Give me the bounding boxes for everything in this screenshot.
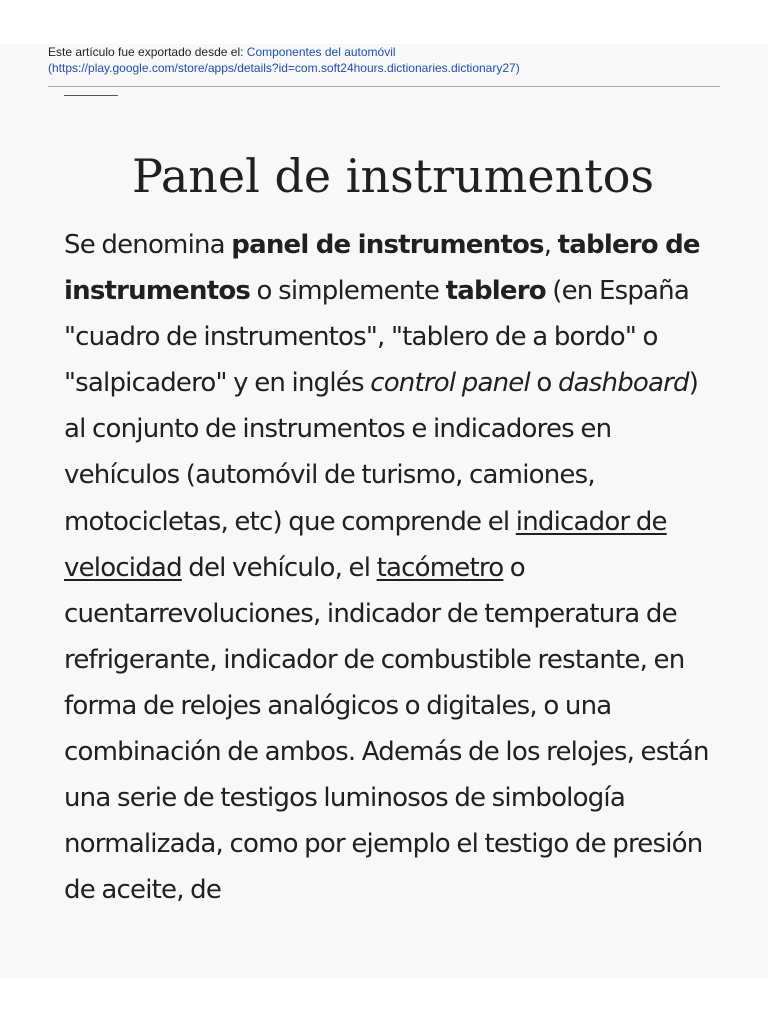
body-segment: Se denomina [64,230,232,260]
body-segment: o cuentarrevoluciones, indicador de temperatura de refrigerante, indicador de combustible restante, en forma de relojes analógicos o digitales, o una combinación de ambos. Además de los relojes, están una serie de testigos luminosos de simbología normalizada, como por ejemplo el testigo de presión de aceite, de [64,552,709,906]
body-bold-term: tablero de instrumentos [64,230,700,307]
export-header [48,44,720,76]
short-divider [64,95,118,96]
body-italic-term: dashboard [557,368,689,399]
link-tacometro[interactable]: tacómetro [376,552,504,583]
header-divider [48,86,720,87]
article-title: Panel de instrumentos [131,149,655,203]
body-segment: , [543,230,558,260]
source-link[interactable]: Componentes del automóvil [246,45,396,59]
document-page [0,44,768,978]
body-italic-term: control panel [370,368,530,399]
source-url-link[interactable]: (https://play.google.com/store/apps/details?id=com.soft24hours.dictionaries.dictionary27) [48,61,520,75]
body-bold-term: tablero [445,276,546,307]
body-segment: ) al conjunto de instrumentos e indicadores en vehículos (automóvil de turismo, camiones, motocicletas, etc) que comprende el [64,368,699,537]
export-prefix: Este artículo fue exportado desde el: [48,45,247,59]
article-body [64,222,714,913]
body-segment: o [529,368,558,399]
body-bold-term: panel de instrumentos [231,230,544,260]
link-indicador-de-velocidad[interactable]: indicador de velocidad [64,506,667,583]
body-segment: del vehículo, el [181,552,377,583]
body-segment: (en España "cuadro de instrumentos", "tablero de a bordo" o "salpicadero" y en inglés [64,276,689,399]
body-segment: o simplemente [250,276,446,307]
